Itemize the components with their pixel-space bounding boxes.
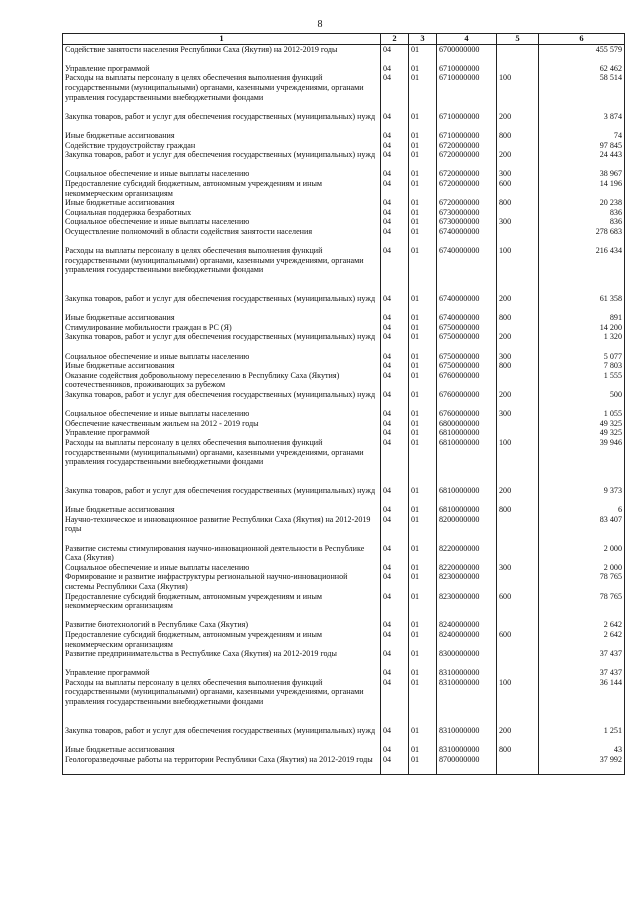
cell-amount: 2 642 [539,620,625,630]
cell-name: Социальное обеспечение и иные выплаты населению [63,409,381,419]
cell-subsection: 01 [409,198,437,208]
cell-section: 04 [381,294,409,313]
cell-subsection: 01 [409,150,437,169]
cell-name: Предоставление субсидий бюджетным, автономным учреждениям и иным некоммерческим организациям [63,592,381,621]
cell-subsection: 01 [409,323,437,333]
cell-subsection: 01 [409,592,437,621]
cell-name: Осуществление полномочий в области содействия занятости населения [63,227,381,246]
budget-table [62,33,625,775]
table-row [63,572,625,591]
cell-subsection: 01 [409,44,437,64]
cell-expense-type: 300 [497,352,539,362]
cell-expense-type [497,323,539,333]
cell-amount: 1 555 [539,371,625,390]
cell-target-code: 6730000000 [437,208,497,218]
cell-subsection: 01 [409,726,437,745]
cell-name: Закупка товаров, работ и услуг для обеспечения государственных (муниципальных) нужд [63,332,381,351]
cell-expense-type [497,649,539,668]
cell-amount: 2 642 [539,630,625,649]
cell-expense-type: 800 [497,361,539,371]
table-row [63,208,625,218]
cell-expense-type: 300 [497,563,539,573]
cell-amount: 2 000 [539,563,625,573]
cell-expense-type: 300 [497,409,539,419]
cell-section: 04 [381,649,409,668]
cell-subsection: 01 [409,630,437,649]
cell-name: Управление программой [63,428,381,438]
cell-amount: 20 238 [539,198,625,208]
cell-expense-type: 300 [497,217,539,227]
cell-subsection: 01 [409,390,437,409]
cell-amount: 37 437 [539,649,625,668]
cell-subsection: 01 [409,515,437,544]
cell-amount: 836 [539,217,625,227]
table-row [63,390,625,409]
cell-subsection: 01 [409,371,437,390]
cell-section: 04 [381,112,409,131]
cell-name: Расходы на выплаты персоналу в целях обеспечения выполнения функций государственными (муниципальными) органами, казенными учреждениями, органами управления государственными внебюджетными фондами [63,246,381,294]
cell-amount: 37 437 [539,668,625,678]
table-row [63,227,625,246]
table-row [63,419,625,429]
cell-subsection: 01 [409,544,437,563]
cell-expense-type [497,572,539,591]
cell-section: 04 [381,563,409,573]
table-row [63,668,625,678]
cell-name: Предоставление субсидий бюджетным, автономным учреждениям и иным некоммерческим организациям [63,179,381,198]
table-row [63,179,625,198]
cell-name: Содействие занятости населения Республики Саха (Якутия) на 2012-2019 годы [63,44,381,64]
cell-target-code: 6710000000 [437,73,497,111]
cell-section: 04 [381,141,409,151]
cell-subsection: 01 [409,419,437,429]
cell-amount: 6 [539,505,625,515]
cell-section: 04 [381,726,409,745]
cell-name: Социальная поддержка безработных [63,208,381,218]
cell-expense-type [497,544,539,563]
column-header: 4 [437,34,497,45]
table-row [63,294,625,313]
cell-target-code: 6720000000 [437,141,497,151]
cell-amount: 38 967 [539,169,625,179]
table-row [63,352,625,362]
cell-subsection: 01 [409,73,437,111]
column-header: 2 [381,34,409,45]
column-header: 3 [409,34,437,45]
cell-target-code: 6750000000 [437,323,497,333]
cell-amount: 500 [539,390,625,409]
cell-expense-type: 300 [497,169,539,179]
table-row [63,428,625,438]
cell-section: 04 [381,486,409,505]
cell-name: Закупка товаров, работ и услуг для обеспечения государственных (муниципальных) нужд [63,726,381,745]
cell-name: Расходы на выплаты персоналу в целях обеспечения выполнения функций государственными (муниципальными) органами, казенными учреждениями, органами управления государственными внебюджетными фондами [63,438,381,486]
cell-section: 04 [381,332,409,351]
cell-amount: 74 [539,131,625,141]
cell-target-code: 8310000000 [437,726,497,745]
cell-name: Закупка товаров, работ и услуг для обеспечения государственных (муниципальных) нужд [63,294,381,313]
cell-subsection: 01 [409,208,437,218]
cell-section: 04 [381,150,409,169]
cell-amount: 58 514 [539,73,625,111]
cell-target-code: 6740000000 [437,227,497,246]
cell-target-code: 6810000000 [437,438,497,486]
cell-expense-type: 100 [497,73,539,111]
table-row [63,246,625,294]
cell-target-code: 6710000000 [437,64,497,74]
cell-name: Обеспечение качественным жильем на 2012 - 2019 годы [63,419,381,429]
table-row [63,438,625,486]
cell-expense-type: 200 [497,332,539,351]
table-row [63,361,625,371]
cell-section: 04 [381,620,409,630]
cell-expense-type [497,141,539,151]
cell-section: 04 [381,352,409,362]
cell-amount: 49 325 [539,419,625,429]
page-number: 8 [317,19,323,30]
cell-expense-type: 200 [497,150,539,169]
cell-section: 04 [381,438,409,486]
cell-target-code: 8220000000 [437,563,497,573]
cell-name: Иные бюджетные ассигнования [63,198,381,208]
column-header: 5 [497,34,539,45]
cell-amount: 24 443 [539,150,625,169]
cell-subsection: 01 [409,563,437,573]
cell-amount: 43 [539,745,625,755]
cell-target-code: 6810000000 [437,486,497,505]
cell-amount: 1 055 [539,409,625,419]
table-row [63,649,625,668]
cell-expense-type: 600 [497,592,539,621]
cell-amount: 7 803 [539,361,625,371]
cell-subsection: 01 [409,131,437,141]
table-row [63,515,625,544]
cell-section: 04 [381,419,409,429]
cell-amount: 2 000 [539,544,625,563]
cell-amount: 83 407 [539,515,625,544]
cell-target-code: 6720000000 [437,198,497,208]
cell-amount: 39 946 [539,438,625,486]
cell-expense-type [497,419,539,429]
cell-target-code: 6720000000 [437,150,497,169]
cell-section: 04 [381,592,409,621]
table-row [63,217,625,227]
cell-amount: 97 845 [539,141,625,151]
cell-amount: 216 434 [539,246,625,294]
cell-target-code: 6720000000 [437,169,497,179]
cell-amount: 9 373 [539,486,625,505]
cell-name: Социальное обеспечение и иные выплаты населению [63,563,381,573]
cell-section: 04 [381,678,409,726]
table-row [63,313,625,323]
cell-section: 04 [381,208,409,218]
cell-amount: 78 765 [539,592,625,621]
cell-section: 04 [381,544,409,563]
cell-expense-type: 200 [497,294,539,313]
table-row [63,44,625,64]
cell-subsection: 01 [409,169,437,179]
cell-name: Закупка товаров, работ и услуг для обеспечения государственных (муниципальных) нужд [63,390,381,409]
cell-target-code: 8310000000 [437,745,497,755]
cell-subsection: 01 [409,678,437,726]
cell-target-code: 6750000000 [437,332,497,351]
cell-amount: 37 992 [539,755,625,775]
cell-target-code: 6810000000 [437,428,497,438]
cell-subsection: 01 [409,649,437,668]
cell-subsection: 01 [409,409,437,419]
cell-expense-type [497,44,539,64]
cell-subsection: 01 [409,217,437,227]
header-row [63,34,625,45]
cell-target-code: 8700000000 [437,755,497,775]
cell-target-code: 6700000000 [437,44,497,64]
table-row [63,332,625,351]
cell-expense-type: 200 [497,390,539,409]
cell-section: 04 [381,217,409,227]
cell-section: 04 [381,572,409,591]
cell-expense-type: 200 [497,112,539,131]
cell-amount: 1 251 [539,726,625,745]
cell-section: 04 [381,179,409,198]
cell-name: Формирование и развитие инфраструктуры региональной научно-инновационной системы Республики Саха (Якутия) [63,572,381,591]
cell-section: 04 [381,371,409,390]
cell-target-code: 6710000000 [437,131,497,141]
cell-expense-type [497,428,539,438]
cell-section: 04 [381,198,409,208]
cell-name: Управление программой [63,668,381,678]
cell-subsection: 01 [409,294,437,313]
cell-expense-type: 100 [497,678,539,726]
cell-expense-type [497,755,539,775]
table-row [63,620,625,630]
cell-name: Иные бюджетные ассигнования [63,313,381,323]
cell-expense-type: 800 [497,131,539,141]
cell-name: Социальное обеспечение и иные выплаты населению [63,217,381,227]
cell-target-code: 6800000000 [437,419,497,429]
cell-subsection: 01 [409,572,437,591]
table-row [63,486,625,505]
cell-target-code: 6720000000 [437,179,497,198]
cell-subsection: 01 [409,668,437,678]
cell-expense-type: 800 [497,198,539,208]
table-row [63,755,625,775]
cell-amount: 62 462 [539,64,625,74]
cell-name: Развитие системы стимулирования научно-инновационной деятельности в Республике Саха (Якутия) [63,544,381,563]
cell-name: Стимулирование мобильности граждан в РС (Я) [63,323,381,333]
cell-section: 04 [381,227,409,246]
table-row [63,323,625,333]
cell-subsection: 01 [409,141,437,151]
cell-amount: 455 579 [539,44,625,64]
cell-section: 04 [381,745,409,755]
cell-subsection: 01 [409,313,437,323]
cell-section: 04 [381,73,409,111]
cell-section: 04 [381,246,409,294]
cell-name: Иные бюджетные ассигнования [63,745,381,755]
cell-expense-type: 800 [497,313,539,323]
cell-amount: 61 358 [539,294,625,313]
cell-expense-type [497,208,539,218]
cell-name: Научно-техническое и инновационное развитие Республики Саха (Якутия) на 2012-2019 годы [63,515,381,544]
cell-section: 04 [381,428,409,438]
cell-target-code: 8230000000 [437,572,497,591]
cell-target-code: 6740000000 [437,294,497,313]
cell-amount: 14 196 [539,179,625,198]
cell-subsection: 01 [409,179,437,198]
cell-name: Оказание содействия добровольному переселению в Республику Саха (Якутия) соотечественников, проживающих за рубежом [63,371,381,390]
cell-subsection: 01 [409,755,437,775]
cell-name: Расходы на выплаты персоналу в целях обеспечения выполнения функций государственными (муниципальными) органами, казенными учреждениями, органами управления государственными внебюджетными фондами [63,678,381,726]
cell-expense-type: 800 [497,745,539,755]
table-row [63,563,625,573]
table-row [63,678,625,726]
cell-subsection: 01 [409,332,437,351]
cell-expense-type [497,371,539,390]
cell-subsection: 01 [409,438,437,486]
cell-expense-type: 200 [497,726,539,745]
cell-target-code: 8200000000 [437,515,497,544]
cell-target-code: 8220000000 [437,544,497,563]
table-row [63,169,625,179]
cell-name: Иные бюджетные ассигнования [63,361,381,371]
table-row [63,150,625,169]
cell-section: 04 [381,505,409,515]
table-row [63,141,625,151]
cell-section: 04 [381,409,409,419]
cell-expense-type: 100 [497,438,539,486]
cell-expense-type [497,64,539,74]
table-row [63,409,625,419]
cell-expense-type: 600 [497,630,539,649]
cell-amount: 36 144 [539,678,625,726]
table-row [63,592,625,621]
cell-name: Расходы на выплаты персоналу в целях обеспечения выполнения функций государственными (муниципальными) органами, казенными учреждениями, органами управления государственными внебюджетными фондами [63,73,381,111]
cell-target-code: 8310000000 [437,668,497,678]
table-row [63,371,625,390]
cell-amount: 1 320 [539,332,625,351]
cell-amount: 836 [539,208,625,218]
cell-target-code: 6760000000 [437,390,497,409]
cell-section: 04 [381,630,409,649]
table-row [63,198,625,208]
cell-target-code: 6760000000 [437,371,497,390]
cell-target-code: 8230000000 [437,592,497,621]
cell-section: 04 [381,131,409,141]
cell-target-code: 6710000000 [437,112,497,131]
cell-section: 04 [381,755,409,775]
cell-target-code: 6740000000 [437,246,497,294]
cell-expense-type [497,227,539,246]
cell-subsection: 01 [409,227,437,246]
cell-name: Содействие трудоустройству граждан [63,141,381,151]
cell-section: 04 [381,44,409,64]
cell-target-code: 8310000000 [437,678,497,726]
table-row [63,544,625,563]
cell-amount: 3 874 [539,112,625,131]
cell-subsection: 01 [409,361,437,371]
cell-amount: 78 765 [539,572,625,591]
table-row [63,112,625,131]
cell-subsection: 01 [409,428,437,438]
cell-expense-type: 600 [497,179,539,198]
cell-name: Социальное обеспечение и иные выплаты населению [63,169,381,179]
cell-amount: 14 200 [539,323,625,333]
cell-expense-type [497,668,539,678]
table-row [63,726,625,745]
cell-section: 04 [381,361,409,371]
table-row [63,131,625,141]
table-row [63,505,625,515]
cell-name: Развитие биотехнологий в Республике Саха (Якутия) [63,620,381,630]
table-row [63,630,625,649]
cell-target-code: 6750000000 [437,352,497,362]
cell-target-code: 6740000000 [437,313,497,323]
cell-subsection: 01 [409,486,437,505]
cell-expense-type: 100 [497,246,539,294]
cell-target-code: 8240000000 [437,630,497,649]
cell-section: 04 [381,668,409,678]
cell-expense-type: 800 [497,505,539,515]
cell-section: 04 [381,169,409,179]
cell-section: 04 [381,390,409,409]
cell-name: Иные бюджетные ассигнования [63,131,381,141]
cell-name: Иные бюджетные ассигнования [63,505,381,515]
cell-name: Развитие предпринимательства в Республике Саха (Якутия) на 2012-2019 годы [63,649,381,668]
cell-subsection: 01 [409,352,437,362]
cell-name: Геологоразведочные работы на территории Республики Саха (Якутия) на 2012-2019 годы [63,755,381,775]
cell-subsection: 01 [409,620,437,630]
cell-name: Закупка товаров, работ и услуг для обеспечения государственных (муниципальных) нужд [63,112,381,131]
cell-name: Закупка товаров, работ и услуг для обеспечения государственных (муниципальных) нужд [63,486,381,505]
table-row [63,64,625,74]
cell-subsection: 01 [409,112,437,131]
cell-section: 04 [381,313,409,323]
cell-section: 04 [381,515,409,544]
cell-target-code: 6750000000 [437,361,497,371]
cell-name: Закупка товаров, работ и услуг для обеспечения государственных (муниципальных) нужд [63,150,381,169]
cell-target-code: 8300000000 [437,649,497,668]
cell-subsection: 01 [409,246,437,294]
column-header: 1 [63,34,381,45]
cell-expense-type [497,620,539,630]
cell-expense-type [497,515,539,544]
cell-subsection: 01 [409,505,437,515]
cell-name: Управление программой [63,64,381,74]
cell-name: Социальное обеспечение и иные выплаты населению [63,352,381,362]
cell-amount: 5 077 [539,352,625,362]
cell-target-code: 6810000000 [437,505,497,515]
cell-section: 04 [381,64,409,74]
table-row [63,73,625,111]
cell-amount: 49 325 [539,428,625,438]
cell-subsection: 01 [409,745,437,755]
cell-subsection: 01 [409,64,437,74]
column-header: 6 [539,34,625,45]
cell-section: 04 [381,323,409,333]
cell-target-code: 6760000000 [437,409,497,419]
cell-amount: 278 683 [539,227,625,246]
cell-target-code: 8240000000 [437,620,497,630]
cell-target-code: 6730000000 [437,217,497,227]
table-row [63,745,625,755]
cell-expense-type: 200 [497,486,539,505]
cell-amount: 891 [539,313,625,323]
cell-name: Предоставление субсидий бюджетным, автономным учреждениям и иным некоммерческим организациям [63,630,381,649]
